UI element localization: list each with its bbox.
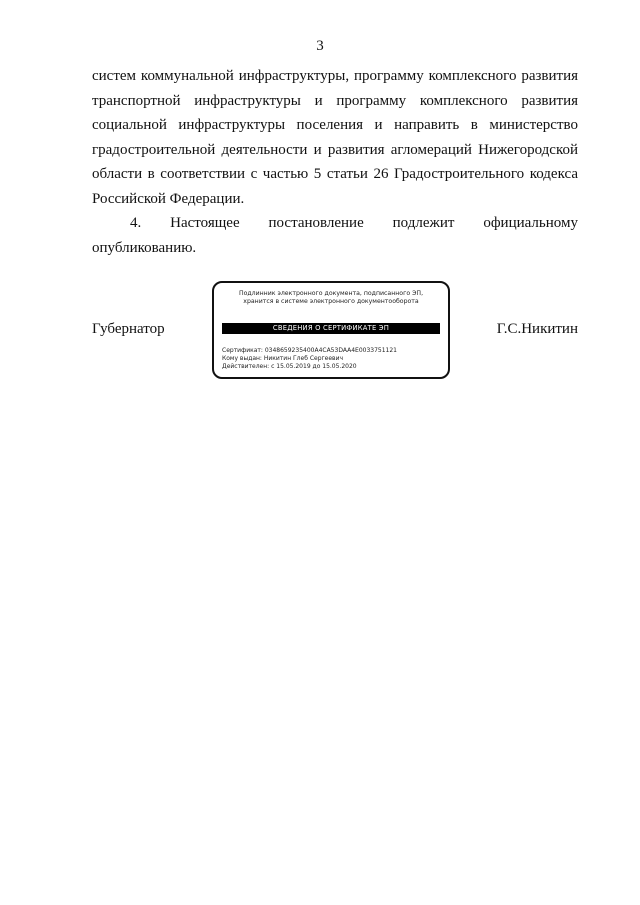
paragraph-continuation: систем коммунальной инфраструктуры, программу комплексного развития транспортной инфраструктуры и программу комплексного развития социальной инфраструктуры поселения и направить в министерство градостроительной деятельности и развития агломераций Нижегородской области в соответствии с частью 5 статьи 26 Градостроительного кодекса Российской Федерации. [92,68,578,207]
certificate-validity-line: Действителен: с 15.05.2019 до 15.05.2020 [222,363,357,370]
document-body [92,64,578,260]
page-number: 3 [316,38,324,54]
signer-name: Г.С.Никитин [496,321,578,337]
certificate-details [222,347,442,371]
certificate-owner-line: Кому выдан: Никитин Глеб Сергеевич [222,355,344,362]
stamp-header [214,290,448,306]
certificate-number-line: Сертификат: 0348659235400A4CA53DAA4E0033751121 [222,347,397,354]
stamp-header-line: Подлинник электронного документа, подписанного ЭП, [238,290,424,297]
electronic-signature-stamp [212,281,450,379]
certificate-info-bar: СВЕДЕНИЯ О СЕРТИФИКАТЕ ЭП [222,323,440,334]
signature-block [92,281,578,383]
stamp-header-line: хранится в системе электронного документооборота [243,298,419,305]
paragraph-publication: 4. Настоящее постановление подлежит официальному опубликованию. [92,215,578,256]
signer-title: Губернатор [92,321,165,337]
